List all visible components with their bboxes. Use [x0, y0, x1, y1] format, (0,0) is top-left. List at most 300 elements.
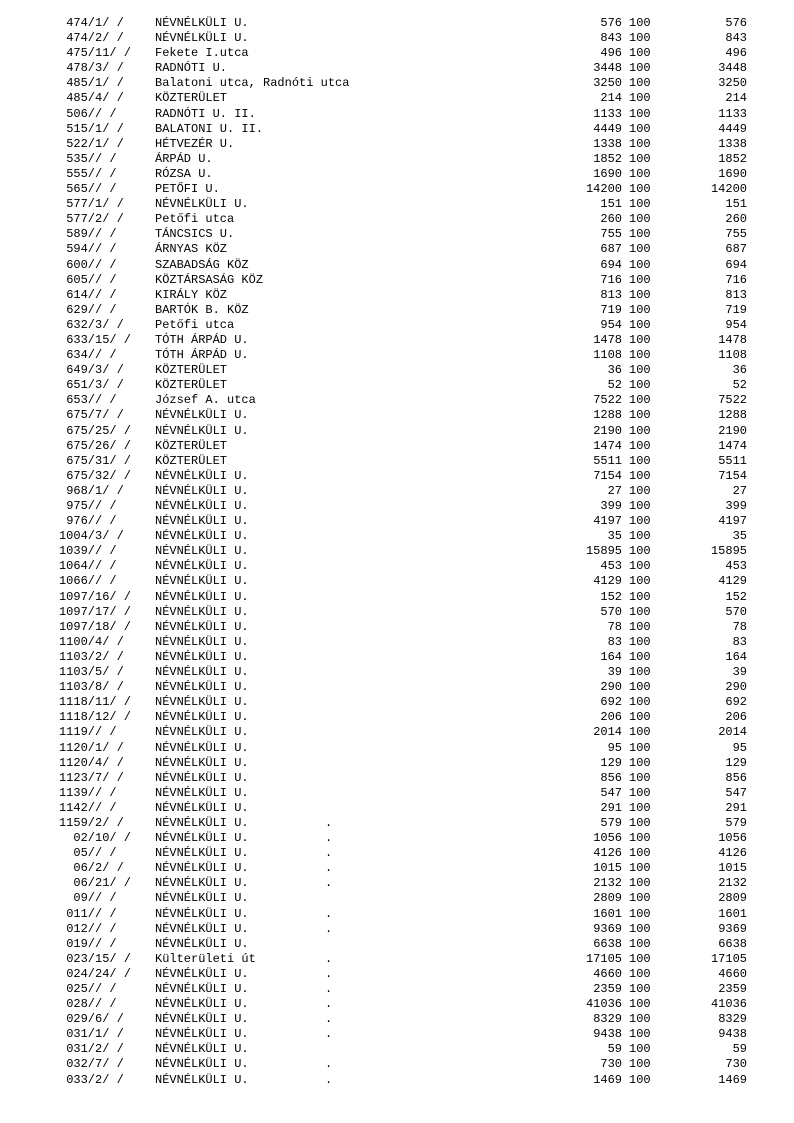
ownership-percent: 100	[629, 317, 651, 332]
total-value: 260	[725, 212, 747, 227]
sub-number: 2/ /	[95, 815, 124, 830]
ownership-percent: 100	[629, 921, 651, 936]
area-value: 399	[600, 499, 622, 513]
total-value: 4660	[718, 966, 747, 981]
sub-number: 24/ /	[95, 966, 132, 981]
area-value: 1338	[593, 136, 622, 151]
street-name: NÉVNÉLKÜLI U.	[155, 861, 249, 876]
table-row	[0, 680, 794, 695]
marker-dot: .	[325, 831, 333, 846]
ownership-percent: 100	[629, 348, 651, 363]
total-value: 719	[725, 302, 747, 317]
table-row	[0, 937, 794, 952]
ownership-percent: 100	[629, 1027, 651, 1042]
table-row	[0, 861, 794, 876]
parcel-number: 577/	[66, 197, 95, 212]
street-name: KÖZTÁRSASÁG KÖZ	[155, 272, 264, 287]
area-value: 3250	[593, 76, 622, 91]
ownership-percent: 100	[629, 46, 651, 61]
ownership-percent: 100	[629, 166, 651, 181]
table-row	[0, 529, 794, 544]
sub-number: 1/ /	[95, 740, 124, 755]
parcel-number: 1064/	[58, 559, 95, 574]
street-name: Balatoni utca, Radnóti utca	[155, 76, 350, 91]
total-value: 954	[725, 317, 747, 332]
sub-number: 2/ /	[95, 1042, 124, 1057]
table-row	[0, 710, 794, 725]
total-value: 2359	[718, 982, 747, 996]
street-name: RÓZSA U.	[155, 166, 213, 181]
area-value: 1852	[593, 151, 622, 166]
sub-number: 4/ /	[95, 634, 124, 649]
ownership-percent: 100	[629, 423, 651, 438]
area-value: 1469	[593, 1072, 622, 1087]
table-row	[0, 61, 794, 76]
table-row	[0, 31, 794, 46]
ownership-percent: 100	[629, 997, 651, 1012]
area-value: 453	[600, 559, 622, 574]
parcel-number: 1097/	[58, 619, 95, 634]
sub-number: 26/ /	[95, 438, 132, 453]
table-row	[0, 122, 794, 137]
total-value: 4197	[718, 514, 747, 529]
table-row	[0, 997, 794, 1012]
total-value: 95	[732, 740, 747, 755]
table-row	[0, 91, 794, 106]
sub-number: / /	[95, 997, 117, 1012]
area-value: 4660	[593, 966, 622, 981]
area-value: 41036	[585, 997, 622, 1012]
parcel-number: 1100/	[58, 634, 95, 649]
table-row	[0, 454, 794, 469]
total-value: 2014	[718, 725, 747, 740]
street-name: NÉVNÉLKÜLI U.	[155, 982, 249, 996]
sub-number: / /	[95, 906, 117, 921]
ownership-percent: 100	[629, 302, 651, 317]
area-value: 14200	[585, 182, 622, 197]
area-value: 2132	[593, 876, 622, 891]
total-value: 6638	[718, 936, 747, 951]
ownership-percent: 100	[629, 936, 651, 951]
table-row	[0, 891, 794, 906]
street-name: NÉVNÉLKÜLI U.	[155, 710, 249, 725]
table-row	[0, 1042, 794, 1057]
area-value: 1015	[593, 861, 622, 876]
parcel-number: 633/	[66, 332, 95, 347]
total-value: 687	[725, 242, 747, 257]
table-row	[0, 288, 794, 303]
ownership-percent: 100	[629, 31, 651, 46]
total-value: 39	[732, 665, 747, 680]
parcel-number: 1120/	[58, 755, 95, 770]
ownership-percent: 100	[629, 665, 651, 680]
area-value: 35	[607, 529, 622, 544]
street-name: NÉVNÉLKÜLI U.	[155, 1042, 249, 1057]
ownership-percent: 100	[629, 212, 651, 227]
total-value: 2190	[718, 423, 747, 438]
area-value: 36	[607, 363, 622, 378]
marker-dot: .	[325, 951, 333, 966]
street-name: RADNÓTI U. II.	[155, 106, 256, 121]
ownership-percent: 100	[629, 242, 651, 257]
total-value: 41036	[710, 997, 747, 1012]
area-value: 716	[600, 272, 622, 287]
street-name: NÉVNÉLKÜLI U.	[155, 468, 249, 483]
sub-number: 10/ /	[95, 831, 132, 846]
parcel-number: 605/	[66, 272, 95, 287]
total-value: 1601	[718, 906, 747, 921]
table-row	[0, 318, 794, 333]
marker-dot: .	[325, 815, 333, 830]
street-name: BARTÓK B. KÖZ	[155, 302, 249, 317]
sub-number: / /	[95, 348, 117, 363]
total-value: 8329	[718, 1012, 747, 1027]
parcel-number: 1066/	[58, 574, 95, 589]
area-value: 496	[600, 46, 622, 61]
ownership-percent: 100	[629, 393, 651, 408]
parcel-number: 031/	[66, 1027, 95, 1042]
table-row	[0, 756, 794, 771]
sub-number: 1/ /	[95, 121, 124, 136]
street-name: NÉVNÉLKÜLI U.	[155, 800, 249, 815]
street-name: KÖZTERÜLET	[155, 378, 228, 393]
street-name: NÉVNÉLKÜLI U.	[155, 740, 249, 755]
total-value: 453	[725, 559, 747, 574]
parcel-number: 1097/	[58, 589, 95, 604]
table-row	[0, 876, 794, 891]
table-row	[0, 227, 794, 242]
area-value: 2809	[593, 891, 622, 906]
sub-number: 3/ /	[95, 317, 124, 332]
table-row	[0, 725, 794, 740]
street-name: Külterületi út	[155, 951, 256, 966]
marker-dot: .	[325, 921, 333, 936]
sub-number: / /	[95, 166, 117, 181]
ownership-percent: 100	[629, 876, 651, 891]
sub-number: / /	[95, 287, 117, 302]
total-value: 35	[732, 529, 747, 544]
area-value: 2190	[593, 423, 622, 438]
street-name: HÉTVEZÉR U.	[155, 136, 235, 151]
marker-dot: .	[325, 876, 333, 891]
sub-number: 1/ /	[95, 483, 124, 498]
area-value: 856	[600, 770, 622, 785]
ownership-percent: 100	[629, 438, 651, 453]
ownership-percent: 100	[629, 332, 651, 347]
total-value: 78	[732, 619, 747, 634]
parcel-number: 515/	[66, 121, 95, 136]
area-value: 719	[600, 302, 622, 317]
ownership-percent: 100	[629, 861, 651, 876]
area-value: 17105	[585, 951, 622, 966]
parcel-number: 1103/	[58, 665, 95, 680]
street-name: NÉVNÉLKÜLI U.	[155, 559, 249, 574]
sub-number: 3/ /	[95, 61, 124, 76]
total-value: 290	[725, 680, 747, 695]
sub-number: 3/ /	[95, 363, 124, 378]
marker-dot: .	[325, 1057, 333, 1072]
parcel-number: 1119/	[58, 725, 95, 740]
parcel-number: 632/	[66, 317, 95, 332]
ownership-percent: 100	[629, 91, 651, 106]
ownership-percent: 100	[629, 785, 651, 800]
area-value: 843	[600, 31, 622, 46]
street-name: NÉVNÉLKÜLI U.	[155, 725, 249, 740]
ownership-percent: 100	[629, 649, 651, 664]
ownership-percent: 100	[629, 604, 651, 619]
area-value: 730	[600, 1057, 622, 1072]
parcel-number: 522/	[66, 136, 95, 151]
parcel-number: 05/	[73, 846, 95, 861]
table-row	[0, 590, 794, 605]
total-value: 570	[725, 604, 747, 619]
sub-number: / /	[95, 921, 117, 936]
ownership-percent: 100	[629, 544, 651, 559]
total-value: 3448	[718, 61, 747, 76]
table-row	[0, 212, 794, 227]
sub-number: 15/ /	[95, 951, 132, 966]
sub-number: / /	[95, 800, 117, 815]
ownership-percent: 100	[629, 695, 651, 710]
table-row	[0, 182, 794, 197]
street-name: NÉVNÉLKÜLI U.	[155, 423, 249, 438]
sub-number: 11/ /	[95, 46, 132, 61]
area-value: 6638	[593, 936, 622, 951]
area-value: 1288	[593, 408, 622, 423]
sub-number: / /	[95, 982, 117, 996]
sub-number: / /	[95, 544, 117, 559]
area-value: 83	[607, 634, 622, 649]
table-row	[0, 378, 794, 393]
sub-number: 2/ /	[95, 1072, 124, 1087]
street-name: NÉVNÉLKÜLI U.	[155, 514, 249, 529]
parcel-number: 011/	[66, 906, 95, 921]
area-value: 755	[600, 227, 622, 242]
sub-number: 12/ /	[95, 710, 132, 725]
sub-number: / /	[95, 514, 117, 529]
area-value: 7522	[593, 393, 622, 408]
street-name: NÉVNÉLKÜLI U.	[155, 483, 249, 498]
sub-number: / /	[95, 227, 117, 242]
total-value: 730	[725, 1057, 747, 1072]
total-value: 755	[725, 227, 747, 242]
parcel-number: 02/	[73, 831, 95, 846]
street-name: NÉVNÉLKÜLI U.	[155, 815, 249, 830]
area-value: 694	[600, 257, 622, 272]
street-name: NÉVNÉLKÜLI U.	[155, 574, 249, 589]
ownership-percent: 100	[629, 378, 651, 393]
table-row	[0, 484, 794, 499]
street-name: Petőfi utca	[155, 212, 235, 227]
total-value: 4449	[718, 121, 747, 136]
ownership-percent: 100	[629, 891, 651, 906]
table-row	[0, 499, 794, 514]
parcel-number: 06/	[73, 861, 95, 876]
total-value: 83	[732, 634, 747, 649]
ownership-percent: 100	[629, 1012, 651, 1027]
marker-dot: .	[325, 1072, 333, 1087]
street-name: TÓTH ÁRPÁD U.	[155, 332, 249, 347]
table-row	[0, 273, 794, 288]
sub-number: 17/ /	[95, 604, 132, 619]
area-value: 1601	[593, 906, 622, 921]
area-value: 95	[607, 740, 622, 755]
total-value: 206	[725, 710, 747, 725]
sub-number: / /	[95, 785, 117, 800]
area-value: 687	[600, 242, 622, 257]
table-row	[0, 408, 794, 423]
parcel-number: 1103/	[58, 680, 95, 695]
ownership-percent: 100	[629, 197, 651, 212]
ownership-percent: 100	[629, 227, 651, 242]
sub-number: 3/ /	[95, 529, 124, 544]
area-value: 164	[600, 649, 622, 664]
sub-number: 2/ /	[95, 861, 124, 876]
area-value: 214	[600, 91, 622, 106]
marker-dot: .	[325, 997, 333, 1012]
area-value: 3448	[593, 61, 622, 76]
total-value: 1108	[718, 348, 747, 363]
table-row	[0, 514, 794, 529]
street-name: NÉVNÉLKÜLI U.	[155, 31, 249, 46]
total-value: 1469	[718, 1072, 747, 1087]
parcel-number: 478/	[66, 61, 95, 76]
table-row	[0, 695, 794, 710]
parcel-list	[0, 16, 794, 1088]
street-name: NÉVNÉLKÜLI U.	[155, 876, 249, 891]
total-value: 1474	[718, 438, 747, 453]
marker-dot: .	[325, 966, 333, 981]
total-value: 151	[725, 197, 747, 212]
street-name: NÉVNÉLKÜLI U.	[155, 785, 249, 800]
total-value: 36	[732, 363, 747, 378]
total-value: 291	[725, 800, 747, 815]
parcel-number: 555/	[66, 166, 95, 181]
street-name: KÖZTERÜLET	[155, 91, 228, 106]
ownership-percent: 100	[629, 61, 651, 76]
parcel-number: 614/	[66, 287, 95, 302]
table-row	[0, 771, 794, 786]
ownership-percent: 100	[629, 589, 651, 604]
street-name: NÉVNÉLKÜLI U.	[155, 1027, 249, 1042]
area-value: 291	[600, 800, 622, 815]
sub-number: 15/ /	[95, 332, 132, 347]
ownership-percent: 100	[629, 1042, 651, 1057]
area-value: 813	[600, 287, 622, 302]
street-name: NÉVNÉLKÜLI U.	[155, 665, 249, 680]
sub-number: / /	[95, 257, 117, 272]
sub-number: 25/ /	[95, 423, 132, 438]
street-name: ÁRPÁD U.	[155, 151, 213, 166]
area-value: 39	[607, 665, 622, 680]
street-name: NÉVNÉLKÜLI U.	[155, 997, 249, 1012]
marker-dot: .	[325, 1012, 333, 1027]
total-value: 152	[725, 589, 747, 604]
sub-number: 1/ /	[95, 136, 124, 151]
area-value: 1133	[593, 106, 622, 121]
street-name: NÉVNÉLKÜLI U.	[155, 966, 249, 981]
ownership-percent: 100	[629, 287, 651, 302]
street-name: Petőfi utca	[155, 317, 235, 332]
table-row	[0, 650, 794, 665]
street-name: ÁRNYAS KÖZ	[155, 242, 228, 257]
total-value: 813	[725, 287, 747, 302]
total-value: 129	[725, 755, 747, 770]
table-row	[0, 16, 794, 31]
area-value: 4197	[593, 514, 622, 529]
ownership-percent: 100	[629, 499, 651, 513]
parcel-number: 1103/	[58, 649, 95, 664]
table-row	[0, 424, 794, 439]
table-row	[0, 469, 794, 484]
area-value: 7154	[593, 468, 622, 483]
sub-number: 5/ /	[95, 665, 124, 680]
parcel-number: 675/	[66, 468, 95, 483]
parcel-number: 023/	[66, 951, 95, 966]
area-value: 570	[600, 604, 622, 619]
street-name: NÉVNÉLKÜLI U.	[155, 906, 249, 921]
street-name: NÉVNÉLKÜLI U.	[155, 846, 249, 861]
street-name: NÉVNÉLKÜLI U.	[155, 891, 249, 906]
parcel-number: 1004/	[58, 529, 95, 544]
ownership-percent: 100	[629, 514, 651, 529]
parcel-number: 012/	[66, 921, 95, 936]
parcel-number: 032/	[66, 1057, 95, 1072]
area-value: 151	[600, 197, 622, 212]
area-value: 1474	[593, 438, 622, 453]
area-value: 206	[600, 710, 622, 725]
sub-number: 2/ /	[95, 212, 124, 227]
table-row	[0, 152, 794, 167]
area-value: 954	[600, 317, 622, 332]
area-value: 27	[607, 483, 622, 498]
total-value: 1056	[718, 831, 747, 846]
street-name: NÉVNÉLKÜLI U.	[155, 755, 249, 770]
sub-number: 1/ /	[95, 197, 124, 212]
parcel-number: 649/	[66, 363, 95, 378]
parcel-number: 1159/	[58, 815, 95, 830]
sub-number: / /	[95, 302, 117, 317]
total-value: 1478	[718, 332, 747, 347]
table-row	[0, 333, 794, 348]
total-value: 14200	[710, 182, 747, 197]
parcel-number: 09/	[73, 891, 95, 906]
area-value: 59	[607, 1042, 622, 1057]
ownership-percent: 100	[629, 408, 651, 423]
sub-number: / /	[95, 574, 117, 589]
ownership-percent: 100	[629, 151, 651, 166]
parcel-number: 033/	[66, 1072, 95, 1087]
street-name: PETŐFI U.	[155, 182, 220, 197]
total-value: 1852	[718, 151, 747, 166]
table-row	[0, 1073, 794, 1088]
street-name: NÉVNÉLKÜLI U.	[155, 770, 249, 785]
ownership-percent: 100	[629, 906, 651, 921]
parcel-number: 485/	[66, 91, 95, 106]
total-value: 2809	[718, 891, 747, 906]
sub-number: 16/ /	[95, 589, 132, 604]
table-row	[0, 635, 794, 650]
table-row	[0, 1012, 794, 1027]
sub-number: 31/ /	[95, 453, 132, 468]
parcel-number: 675/	[66, 423, 95, 438]
parcel-number: 028/	[66, 997, 95, 1012]
sub-number: 1/ /	[95, 1027, 124, 1042]
sub-number: 11/ /	[95, 695, 132, 710]
area-value: 15895	[585, 544, 622, 559]
ownership-percent: 100	[629, 16, 651, 30]
table-row	[0, 107, 794, 122]
